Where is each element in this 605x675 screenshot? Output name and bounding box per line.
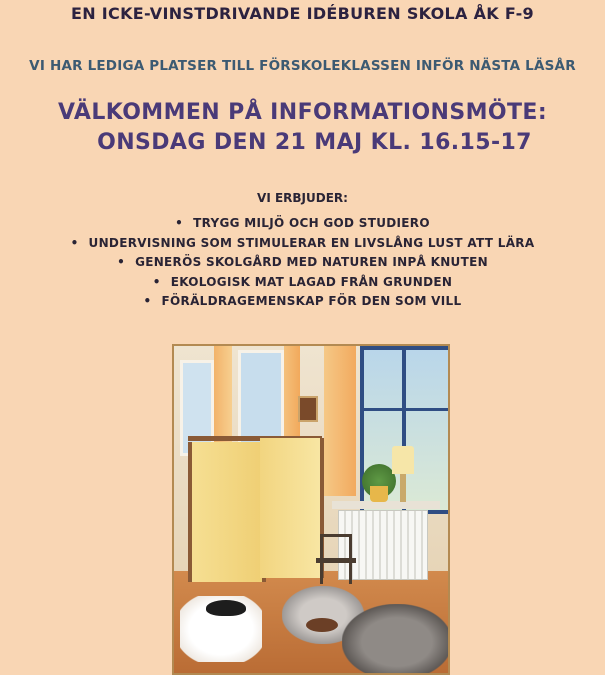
school-title: EN ICKE-VINSTDRIVANDE IDÉBUREN SKOLA ÅK F-9 xyxy=(71,4,534,23)
vacancy-notice: VI HAR LEDIGA PLATSER TILL FÖRSKOLEKLASSEN INFÖR NÄSTA LÄSÅR xyxy=(29,58,576,74)
photo-curtain-right xyxy=(324,346,356,496)
photo-lamp-shade xyxy=(392,446,414,474)
photo-room-screen-left xyxy=(188,442,266,582)
photo-room-screen-right xyxy=(260,438,324,578)
welcome-heading: VÄLKOMMEN PÅ INFORMATIONSMÖTE: xyxy=(57,100,548,125)
photo-wall-picture xyxy=(298,396,318,422)
photo-plant-pot xyxy=(370,486,388,502)
photo-window-transom xyxy=(360,408,450,411)
offer-item: • FÖRÄLDRAGEMENSKAP FÖR DEN SOM VILL xyxy=(0,292,605,312)
photo-lamp-base xyxy=(400,474,406,502)
photo-dark-sheepskin xyxy=(342,604,450,675)
meeting-date: ONSDAG DEN 21 MAJ KL. 16.15-17 xyxy=(97,130,532,155)
offer-item: • TRYGG MILJÖ OCH GOD STUDIERO xyxy=(0,214,605,234)
photo-cat xyxy=(206,600,246,616)
classroom-photo xyxy=(172,344,450,675)
photo-window-sill xyxy=(332,501,440,509)
offer-list xyxy=(0,214,605,312)
offer-item: • UNDERVISNING SOM STIMULERAR EN LIVSLÅNG LUST ATT LÄRA xyxy=(0,234,605,254)
offer-heading: VI ERBJUDER: xyxy=(257,191,348,205)
offer-item: • GENERÖS SKOLGÅRD MED NATUREN INPÅ KNUTEN xyxy=(0,253,605,273)
photo-dog xyxy=(306,618,338,632)
offer-item: • EKOLOGISK MAT LAGAD FRÅN GRUNDEN xyxy=(0,273,605,293)
photo-chair-seat xyxy=(316,558,356,563)
photo-window-middle xyxy=(238,350,284,446)
